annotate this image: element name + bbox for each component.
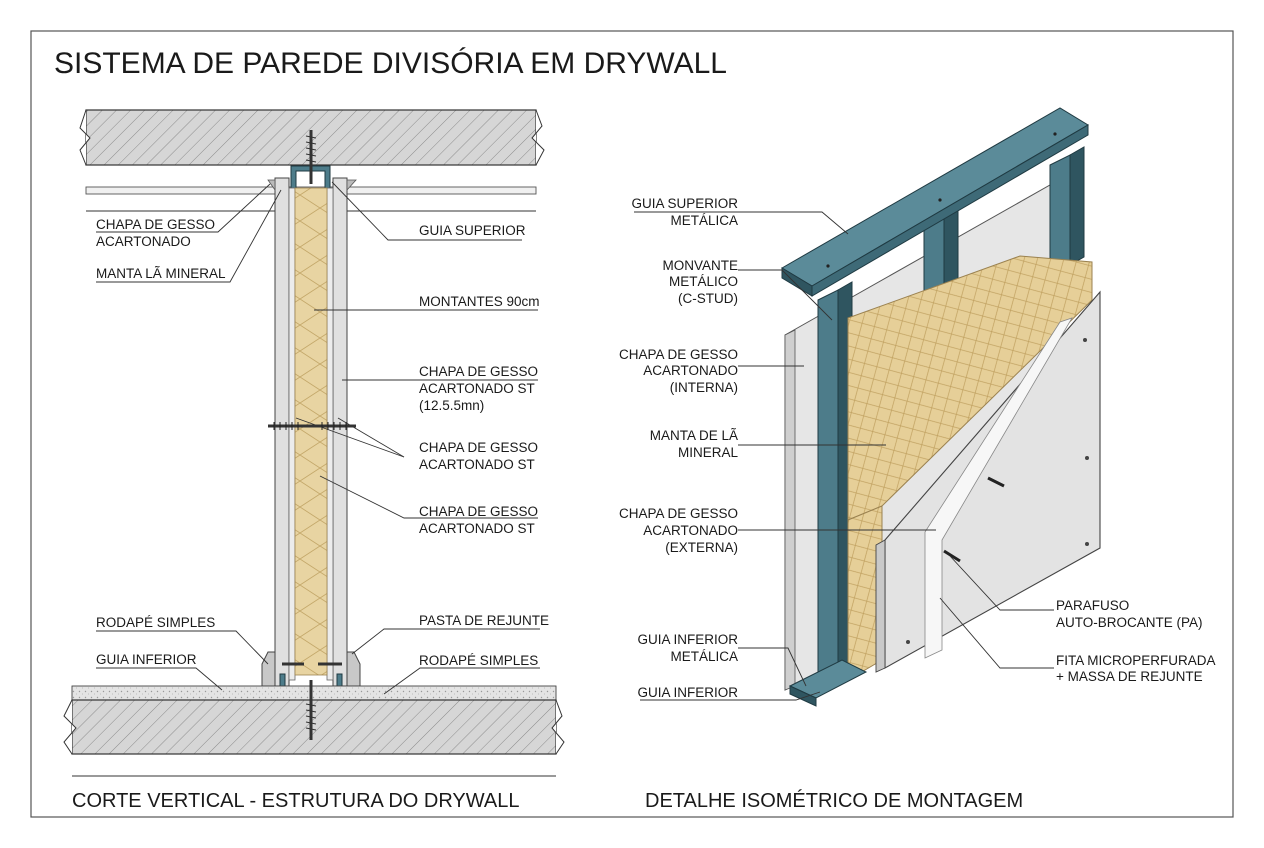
isometric-drawing [782,108,1100,706]
label-chapa-st-125-line3: (12.5.5mn) [419,398,485,413]
label-rodape-left: RODAPÉ SIMPLES [96,615,216,630]
label-pasta-rejunte: PASTA DE REJUNTE [419,613,550,628]
drawing-title: SISTEMA DE PAREDE DIVISÓRIA EM DRYWALL [54,47,727,80]
iso-label-guia-sup-2: METÁLICA [670,213,738,228]
label-chapa-st-125-line2: ACARTONADO ST [419,381,535,396]
iso-label-chapa-int-1: CHAPA DE GESSO [618,347,738,362]
iso-label-montante-2: METÁLICO [668,274,738,289]
iso-label-chapa-ext-1: CHAPA DE GESSO [618,506,738,521]
iso-label-manta-2: MINERAL [677,445,738,460]
label-chapa-gesso: CHAPA DE GESSO [96,217,216,232]
iso-label-manta-1: MANTA DE LÃ [649,428,738,443]
label-acartonado: ACARTONADO [96,234,191,249]
iso-label-montante-1: MONVANTE [662,258,738,273]
label-montantes: MONTANTES 90cm [419,294,540,309]
iso-label-fita-2: + MASSA DE REJUNTE [1056,669,1203,684]
mineral-wool-core [295,188,327,675]
skirting-left [262,652,275,686]
iso-label-chapa-ext-2: ACARTONADO [643,523,738,538]
label-guia-superior: GUIA SUPERIOR [419,223,526,238]
label-chapa-st-a-line1: CHAPA DE GESSO [419,440,539,455]
label-chapa-st-125-line1: CHAPA DE GESSO [419,364,539,379]
skirting-right [347,652,360,686]
label-rodape-right: RODAPÉ SIMPLES [419,653,539,668]
label-chapa-st-b-line1: CHAPA DE GESSO [419,504,539,519]
iso-stud-left [818,290,838,690]
iso-label-chapa-ext-3: (EXTERNA) [665,540,738,555]
floor-slab [72,700,556,754]
section-caption: CORTE VERTICAL - ESTRUTURA DO DRYWALL [72,790,520,812]
floor-finish [72,686,556,700]
board-left-inner [289,188,295,680]
iso-label-guia-inf-2: METÁLICA [670,649,738,664]
iso-label-guia-sup-1: GUIA SUPERIOR [631,196,738,211]
iso-label-fita-1: FITA MICROPERFURADA [1056,653,1216,668]
iso-label-parafuso-1: PARAFUSO [1056,598,1130,613]
iso-stud-right [1050,155,1070,275]
board-left [275,178,289,686]
label-chapa-st-b-line2: ACARTONADO ST [419,521,535,536]
label-guia-inferior: GUIA INFERIOR [96,652,197,667]
iso-label-chapa-int-3: (INTERNA) [669,380,738,395]
label-chapa-st-a-line2: ACARTONADO ST [419,457,535,472]
iso-label-guia-inf-1: GUIA INFERIOR [637,632,738,647]
label-manta-la-mineral: MANTA LÃ MINERAL [96,266,226,281]
board-right-inner [327,188,333,680]
iso-label-guia-inferior: GUIA INFERIOR [637,685,738,700]
iso-label-chapa-int-2: ACARTONADO [643,363,738,378]
isometric-caption: DETALHE ISOMÉTRICO DE MONTAGEM [645,790,1024,812]
iso-label-parafuso-2: AUTO-BROCANTE (PA) [1056,615,1203,630]
iso-label-montante-3: (C-STUD) [678,291,738,306]
